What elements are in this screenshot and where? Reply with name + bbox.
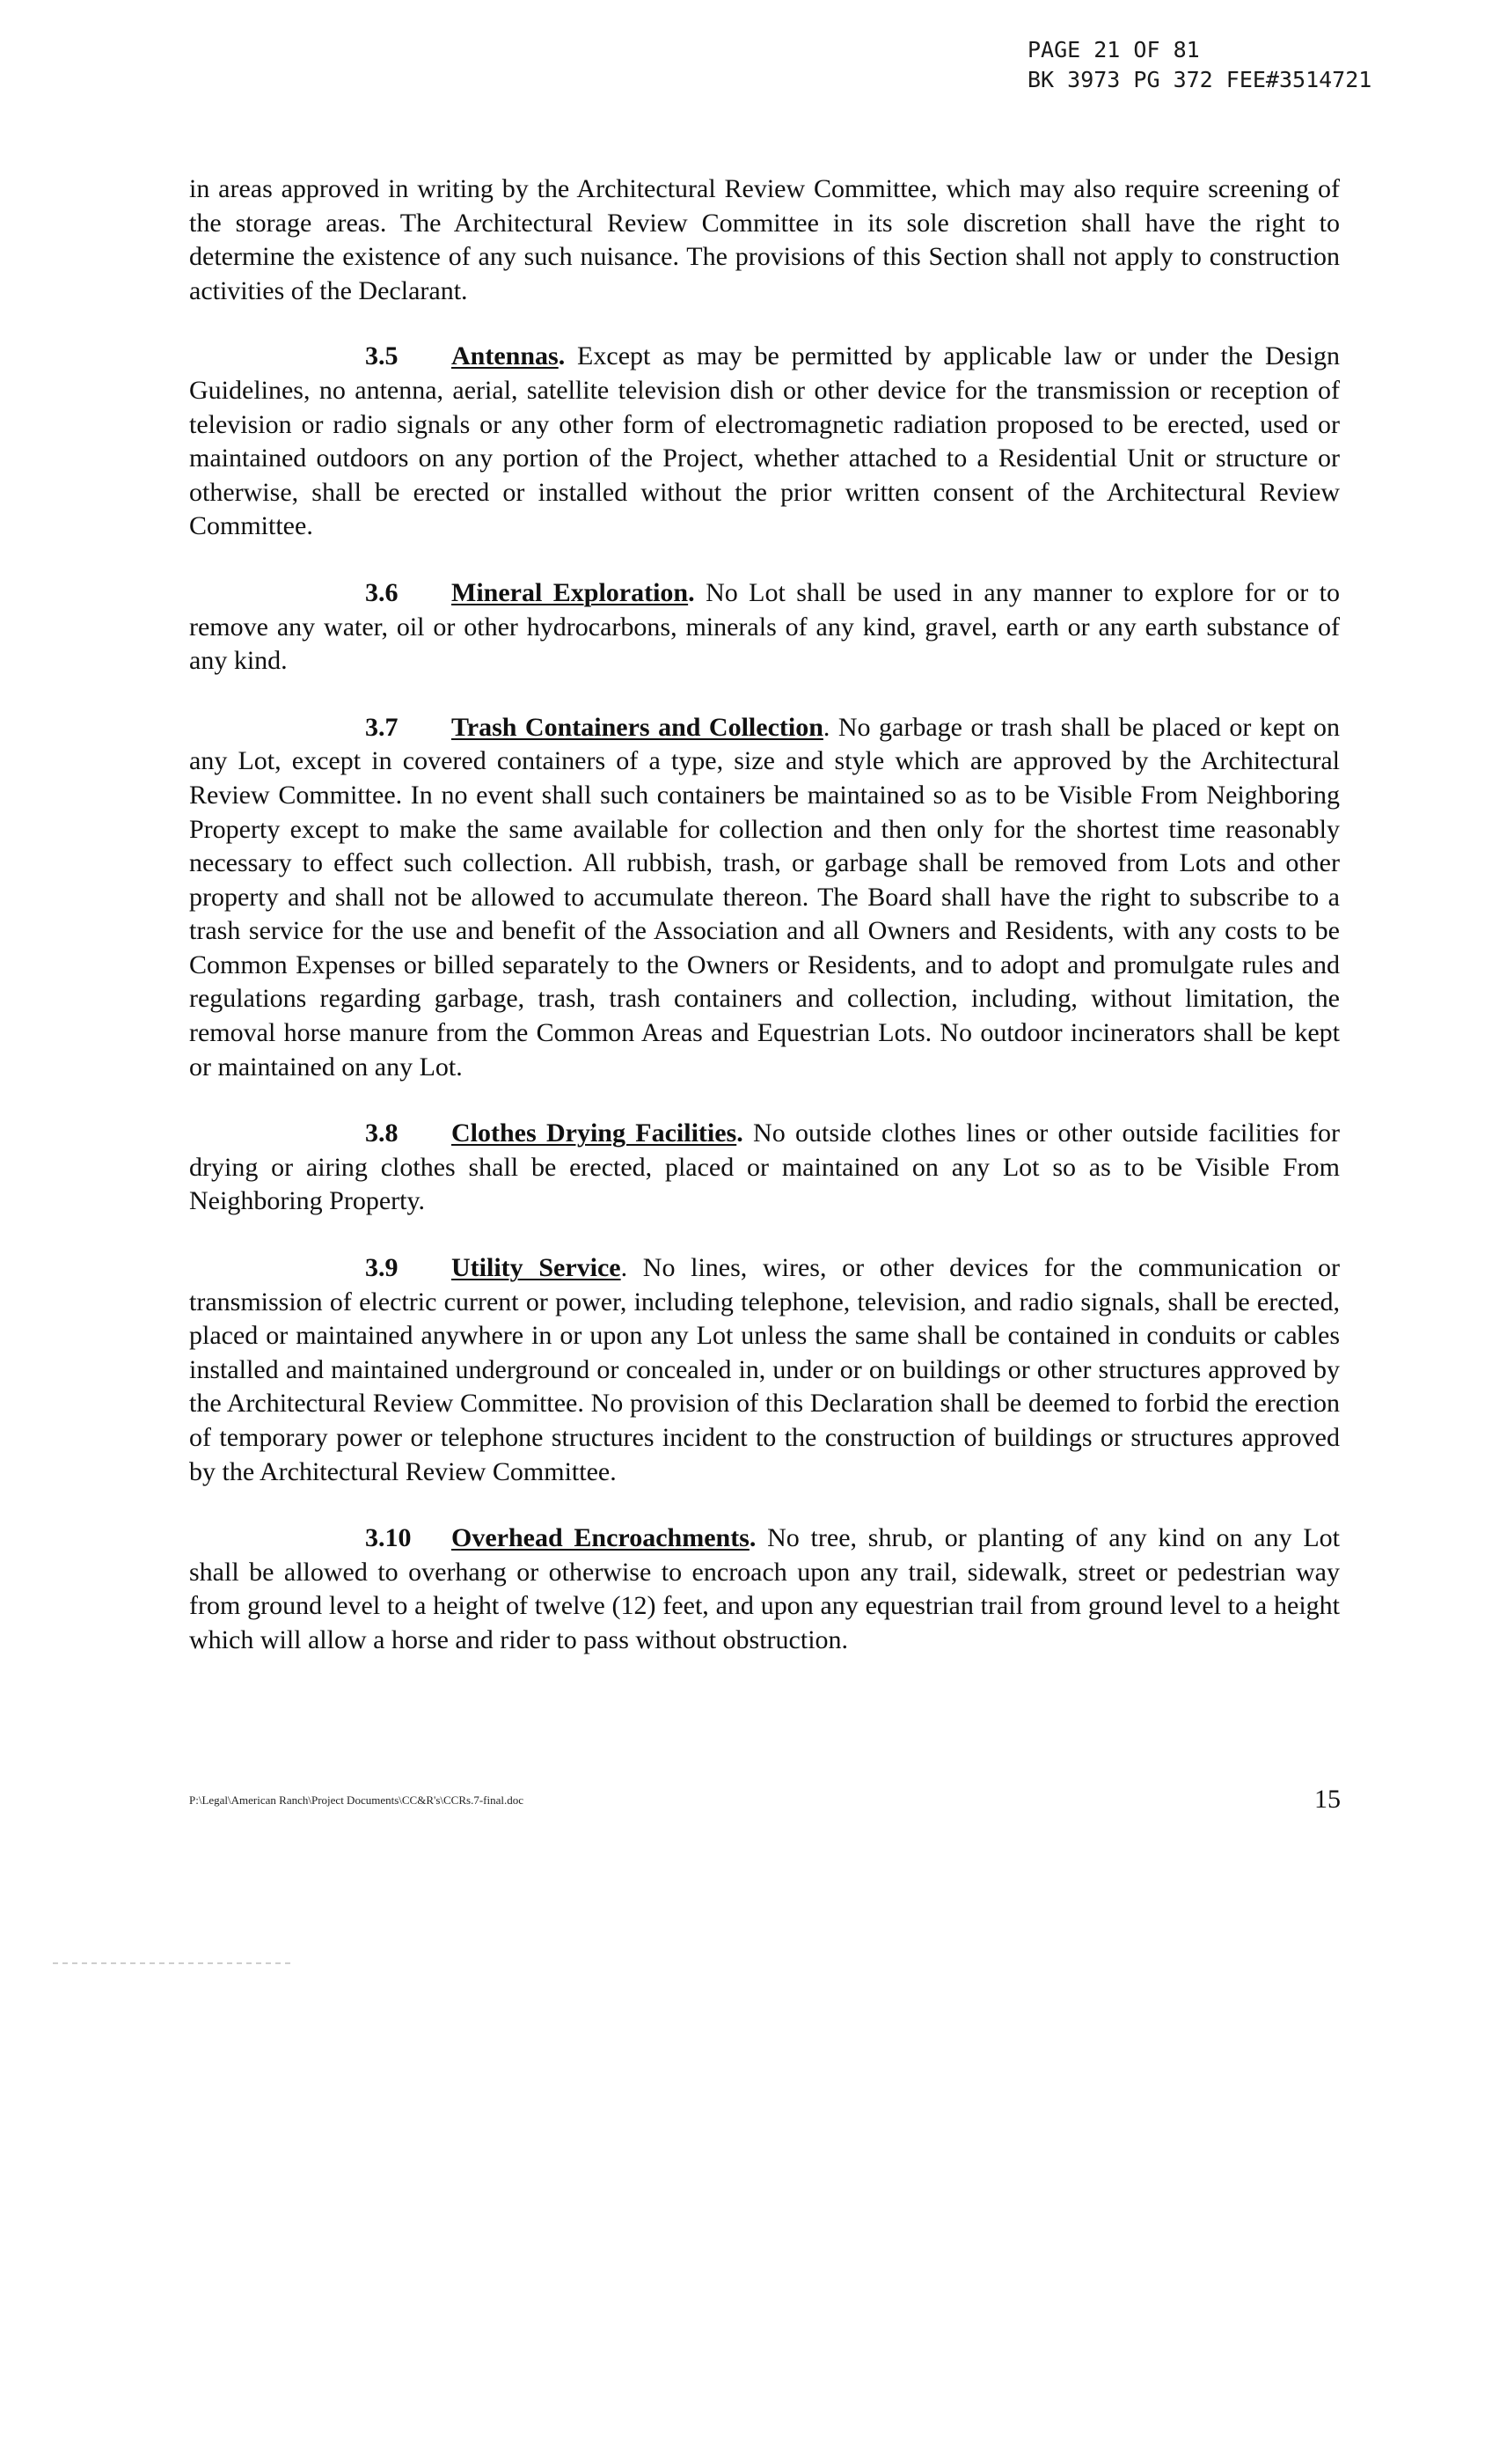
section-number: 3.8 [365, 1118, 399, 1148]
section-number: 3.9 [365, 1253, 399, 1283]
section-title: Antennas [451, 341, 559, 371]
scan-artifact-line [53, 1962, 290, 1964]
section-title: Utility Service [451, 1253, 621, 1283]
section-title: Overhead Encroachments [451, 1523, 750, 1553]
section-title: Clothes Drying Facilities [451, 1118, 737, 1148]
document-file-path: P:\Legal\American Ranch\Project Documents\CC&R's\CCRs.7-final.doc [189, 1793, 524, 1807]
recording-page-count: PAGE 21 OF 81 [1028, 37, 1200, 62]
section-3-6: 3.6 Mineral Exploration. No Lot shall be used in any manner to explore for or to remove any water, oil or other hydrocarbons, minerals of any kind, gravel, earth or any earth substance of any kind. [189, 577, 1340, 676]
section-3-5: 3.5 Antennas. Except as may be permitted by applicable law or under the Design Guidelines, no antenna, aerial, satellite television dish or other device for the transmission or reception of television or radio signals or any other form of electromagnetic radiation proposed to be erected, used or maintained outdoors on any portion of the Project, whether attached to a Residential Unit or structure or otherwise, shall be erected or installed without the prior written consent of the Architectural Review Committee. [189, 341, 1340, 541]
section-title: Trash Containers and Collection [451, 712, 823, 742]
section-number: 3.7 [365, 712, 399, 742]
section-number: 3.5 [365, 341, 399, 371]
section-text: Except as may be permitted by applicable law or under the Design Guidelines, no antenna, aerial, satellite television dish or other device for the transmission or reception of television or radio signals or any other form of electromagnetic radiation proposed to be erected, used or maintained outdoors on any portion of the Project, whether attached to a Residential Unit or structure or otherwise, shall be erected or installed without the prior written consent of the Architectural Review Committee. [189, 341, 1340, 541]
section-text: No Lot shall be used in any manner to explore for or to remove any water, oil or other hydrocarbons, minerals of any kind, gravel, earth or any earth substance of any kind. [189, 577, 1340, 676]
document-body [189, 172, 1340, 1690]
recording-stamp [1028, 35, 1397, 95]
section-number: 3.6 [365, 577, 399, 607]
section-text: No lines, wires, or other devices for the communication or transmission of electric current or power, including telephone, television, and radio signals, shall be erected, placed or maintained anywhere in or upon any Lot unless the same shall be contained in conduits or cables installed and maintained underground or concealed in, under or on buildings or other structures approved by the Architectural Review Committee. No provision of this Declaration shall be deemed to forbid the erection of temporary power or telephone structures incident to the construction of buildings or structures approved by the Architectural Review Committee. [189, 1253, 1341, 1486]
section-3-10: 3.10 Overhead Encroachments. No tree, shrub, or planting of any kind on any Lot shall be allowed to overhang or otherwise to encroach upon any trail, sidewalk, street or pedestrian way from ground level to a height of twelve (12) feet, and upon any equestrian trail from ground level to a height which will allow a horse and rider to pass without obstruction. [189, 1523, 1340, 1654]
continuation-paragraph: in areas approved in writing by the Architectural Review Committee, which may also require screening of the storage areas. The Architectural Review Committee in its sole discretion shall have the right to determine the existence of any such nuisance. The provisions of this Section shall not apply to construction activities of the Declarant. [189, 174, 1340, 305]
section-3-7: 3.7 Trash Containers and Collection. No garbage or trash shall be placed or kept on any Lot, except in covered containers of a type, size and style which are approved by the Architectural Review Committee. In no event shall such containers be maintained so as to be Visible From Neighboring Property except to make the same available for collection and then only for the shortest time reasonably necessary to effect such collection. All rubbish, trash, or garbage shall be removed from Lots and other property and shall not be allowed to accumulate thereon. The Board shall have the right to subscribe to a trash service for the use and benefit of the Association and all Owners and Residents, with any costs to be Common Expenses or billed separately to the Owners or Residents, and to adopt and promulgate rules and regulations regarding garbage, trash, trash containers and collection, including, without limitation, the removal horse manure from the Common Areas and Equestrian Lots. No outdoor incinerators shall be kept or maintained on any Lot. [189, 712, 1341, 1082]
section-text: No outside clothes lines or other outside facilities for drying or airing clothes shall be erected, placed or maintained on any Lot so as to be Visible From Neighboring Property. [189, 1118, 1340, 1216]
section-text: No tree, shrub, or planting of any kind on any Lot shall be allowed to overhang or otherwise to encroach upon any trail, sidewalk, street or pedestrian way from ground level to a height of twelve (12) feet, and upon any equestrian trail from ground level to a height which will allow a horse and rider to pass without obstruction. [189, 1523, 1340, 1654]
section-text: No garbage or trash shall be placed or kept on any Lot, except in covered containers of a type, size and style which are approved by the Architectural Review Committee. In no event shall such containers be maintained so as to be Visible From Neighboring Property except to make the same available for collection and then only for the shortest time reasonably necessary to effect such collection. All rubbish, trash, or garbage shall be removed from Lots and other property and shall not be allowed to accumulate thereon. The Board shall have the right to subscribe to a trash service for the use and benefit of the Association and all Owners and Residents, with any costs to be Common Expenses or billed separately to the Owners or Residents, and to adopt and promulgate rules and regulations regarding garbage, trash, trash containers and collection, including, without limitation, the removal horse manure from the Common Areas and Equestrian Lots. No outdoor incinerators shall be kept or maintained on any Lot. [189, 712, 1341, 1082]
section-title: Mineral Exploration [451, 577, 689, 607]
section-3-8: 3.8 Clothes Drying Facilities. No outside clothes lines or other outside facilities for drying or airing clothes shall be erected, placed or maintained on any Lot so as to be Visible From Neighboring Property. [189, 1118, 1340, 1216]
recording-book-page-fee: BK 3973 PG 372 FEE#3514721 [1028, 67, 1372, 92]
section-3-9: 3.9 Utility Service. No lines, wires, or other devices for the communication or transmission of electric current or power, including telephone, television, and radio signals, shall be erected, placed or maintained anywhere in or upon any Lot unless the same shall be contained in conduits or cables installed and maintained underground or concealed in, under or on buildings or other structures approved by the Architectural Review Committee. No provision of this Declaration shall be deemed to forbid the erection of temporary power or telephone structures incident to the construction of buildings or structures approved by the Architectural Review Committee. [189, 1253, 1341, 1486]
page-number: 15 [1314, 1785, 1341, 1814]
section-number: 3.10 [365, 1523, 412, 1553]
